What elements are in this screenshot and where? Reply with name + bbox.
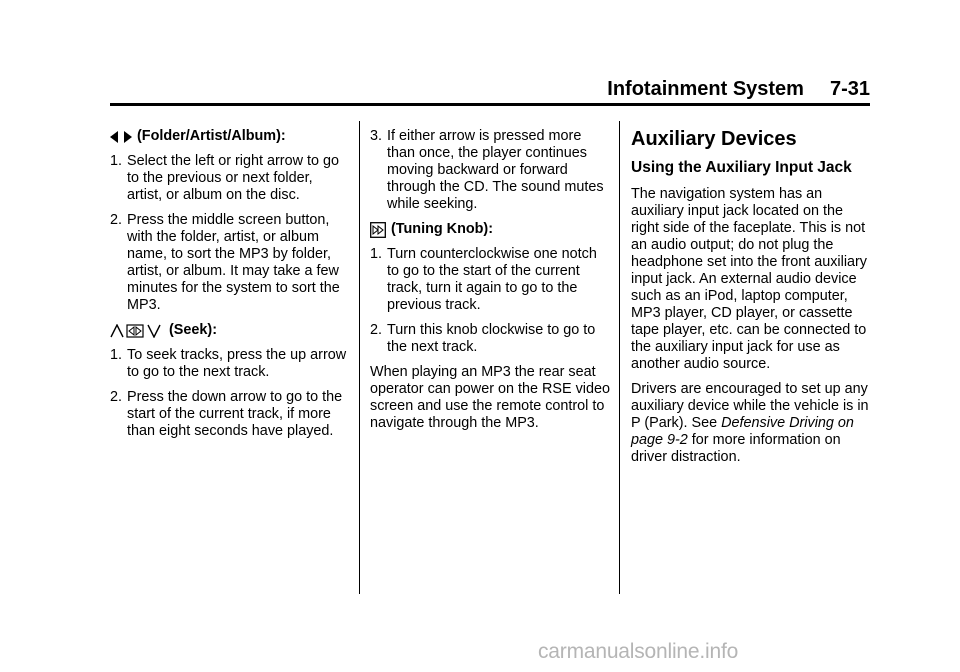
column-1 — [110, 128, 350, 448]
column-divider-1 — [359, 121, 360, 594]
mp3-rse-paragraph: When playing an MP3 the rear seat operator can power on the RSE video screen and use the remote control to navigate through the MP3. — [370, 364, 610, 431]
column-divider-2 — [619, 121, 620, 594]
page-header — [607, 78, 870, 101]
aux-jack-paragraph: The navigation system has an auxiliary input jack located on the right side of the faceplate. This is not an audio output; do not plug the headphone set into the front auxiliary input jack. An external audio device such as an iPod, laptop computer, MP3 player, CD player, or cassette tape player, etc. can be connected to the auxiliary input jack for use as another audio source. — [631, 186, 868, 372]
section-title: Infotainment System — [607, 78, 804, 100]
list-item: 1. Turn counterclockwise one notch to go to the start of the current track, turn it again to go to the previous track. — [370, 246, 597, 313]
defensive-driving-link[interactable]: Defensive Driving on page 9-2 — [631, 415, 854, 448]
list-item: 2. Press the down arrow to go to the start of the current track, if more than eight seconds have played. — [110, 389, 343, 439]
list-item: 3. If either arrow is pressed more than once, the player continues moving backward or forward through the CD. The sound mutes while seeking. — [370, 128, 604, 212]
column-3 — [631, 128, 871, 474]
tuning-subheading: (Tuning Knob): — [370, 221, 610, 238]
column-2 — [370, 128, 610, 440]
list-item: 1. To seek tracks, press the up arrow to go to the next track. — [110, 347, 347, 380]
section-heading: Auxiliary Devices — [631, 128, 797, 150]
seek-subheading: (Seek): — [110, 322, 350, 339]
list-item: 2. Turn this knob clockwise to go to the next track. — [370, 322, 596, 355]
left-right-arrow-icon — [110, 131, 132, 143]
driver-paragraph: Drivers are encouraged to set up any auxiliary device while the vehicle is in P (Park). See Defensive Driving on page 9-2 for more information on driver distraction. — [631, 381, 869, 465]
header-rule — [110, 103, 870, 106]
folder-subheading: (Folder/Artist/Album): — [110, 128, 350, 145]
list-item: 1. Select the left or right arrow to go to the previous or next folder, artist, or album on the disc. — [110, 153, 339, 203]
watermark: carmanualsonline.info — [538, 640, 739, 663]
list-item: 2. Press the middle screen button, with the folder, artist, or album name, to sort the MP3 by folder, artist, or album. It may take a few minutes for the system to sort the MP3. — [110, 212, 340, 313]
seek-arrows-icon — [110, 324, 164, 338]
page-number: 7-31 — [829, 78, 870, 100]
tuning-knob-icon — [370, 222, 386, 238]
subsection-heading: Using the Auxiliary Input Jack — [631, 159, 852, 176]
